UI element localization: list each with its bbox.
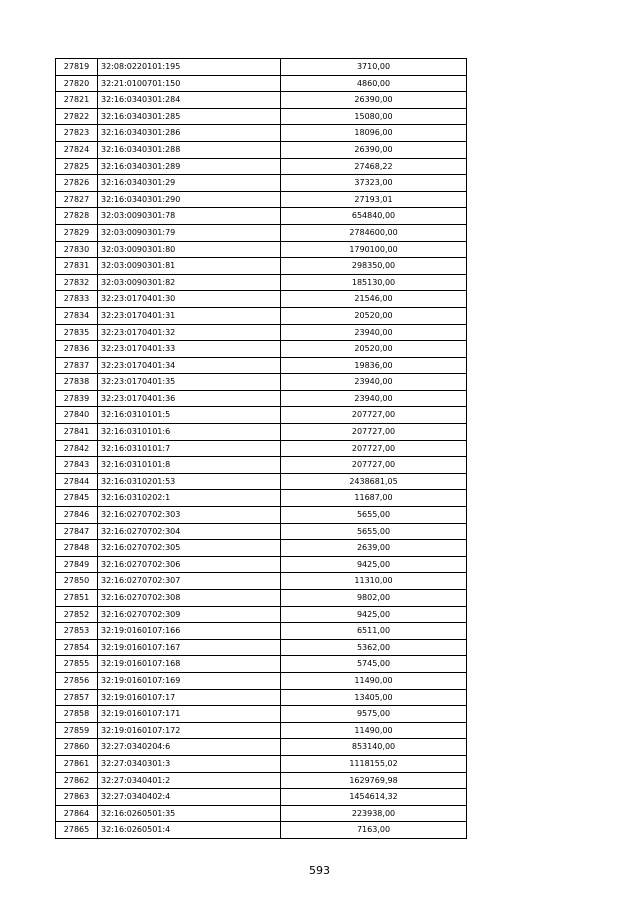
cadastral-number-cell: 32:16:0270702:309 <box>98 606 281 623</box>
value-cell: 11490,00 <box>281 672 467 689</box>
row-number-cell: 27838 <box>56 374 98 391</box>
value-cell: 207727,00 <box>281 407 467 424</box>
cadastral-number-cell: 32:03:0090301:80 <box>98 241 281 258</box>
table-row <box>56 689 467 706</box>
cadastral-number-cell: 32:16:0340301:29 <box>98 175 281 192</box>
table-row <box>56 473 467 490</box>
table-row <box>56 108 467 125</box>
value-cell: 185130,00 <box>281 274 467 291</box>
data-table <box>55 58 467 839</box>
cadastral-number-cell: 32:16:0310202:1 <box>98 490 281 507</box>
table-row <box>56 590 467 607</box>
cadastral-number-cell: 32:16:0340301:285 <box>98 108 281 125</box>
table-row <box>56 722 467 739</box>
row-number-cell: 27850 <box>56 573 98 590</box>
row-number-cell: 27865 <box>56 822 98 839</box>
cadastral-number-cell: 32:16:0310101:5 <box>98 407 281 424</box>
row-number-cell: 27824 <box>56 141 98 158</box>
cadastral-number-cell: 32:19:0160107:172 <box>98 722 281 739</box>
value-cell: 11310,00 <box>281 573 467 590</box>
table-row <box>56 357 467 374</box>
row-number-cell: 27844 <box>56 473 98 490</box>
table-row <box>56 540 467 557</box>
value-cell: 5655,00 <box>281 523 467 540</box>
row-number-cell: 27848 <box>56 540 98 557</box>
cadastral-number-cell: 32:27:0340301:3 <box>98 755 281 772</box>
value-cell: 18096,00 <box>281 125 467 142</box>
value-cell: 1629769,98 <box>281 772 467 789</box>
table-row <box>56 158 467 175</box>
cadastral-number-cell: 32:16:0270702:306 <box>98 556 281 573</box>
row-number-cell: 27851 <box>56 590 98 607</box>
row-number-cell: 27861 <box>56 755 98 772</box>
value-cell: 11490,00 <box>281 722 467 739</box>
table-body <box>56 59 467 839</box>
cadastral-number-cell: 32:08:0220101:195 <box>98 59 281 76</box>
value-cell: 15080,00 <box>281 108 467 125</box>
cadastral-number-cell: 32:27:0340204:6 <box>98 739 281 756</box>
row-number-cell: 27828 <box>56 208 98 225</box>
row-number-cell: 27840 <box>56 407 98 424</box>
row-number-cell: 27829 <box>56 224 98 241</box>
cadastral-number-cell: 32:16:0340301:286 <box>98 125 281 142</box>
table-row <box>56 523 467 540</box>
value-cell: 1454614,32 <box>281 789 467 806</box>
row-number-cell: 27833 <box>56 291 98 308</box>
value-cell: 2438681,05 <box>281 473 467 490</box>
value-cell: 207727,00 <box>281 440 467 457</box>
table-row <box>56 573 467 590</box>
row-number-cell: 27830 <box>56 241 98 258</box>
row-number-cell: 27846 <box>56 507 98 524</box>
value-cell: 20520,00 <box>281 341 467 358</box>
table-row <box>56 125 467 142</box>
table-row <box>56 656 467 673</box>
table-row <box>56 274 467 291</box>
cadastral-number-cell: 32:23:0170401:33 <box>98 341 281 358</box>
row-number-cell: 27842 <box>56 440 98 457</box>
table-row <box>56 639 467 656</box>
value-cell: 27193,01 <box>281 191 467 208</box>
cadastral-number-cell: 32:16:0270702:307 <box>98 573 281 590</box>
value-cell: 23940,00 <box>281 324 467 341</box>
row-number-cell: 27825 <box>56 158 98 175</box>
row-number-cell: 27831 <box>56 258 98 275</box>
cadastral-number-cell: 32:16:0260501:35 <box>98 805 281 822</box>
value-cell: 37323,00 <box>281 175 467 192</box>
table-row <box>56 75 467 92</box>
row-number-cell: 27836 <box>56 341 98 358</box>
value-cell: 23940,00 <box>281 374 467 391</box>
value-cell: 7163,00 <box>281 822 467 839</box>
value-cell: 853140,00 <box>281 739 467 756</box>
table-row <box>56 805 467 822</box>
cadastral-number-cell: 32:23:0170401:36 <box>98 390 281 407</box>
cadastral-number-cell: 32:16:0310101:8 <box>98 457 281 474</box>
table-row <box>56 224 467 241</box>
table-row <box>56 606 467 623</box>
table-row <box>56 457 467 474</box>
table-row <box>56 307 467 324</box>
value-cell: 4860,00 <box>281 75 467 92</box>
value-cell: 11687,00 <box>281 490 467 507</box>
table-row <box>56 208 467 225</box>
table-row <box>56 241 467 258</box>
row-number-cell: 27849 <box>56 556 98 573</box>
row-number-cell: 27859 <box>56 722 98 739</box>
cadastral-number-cell: 32:19:0160107:166 <box>98 623 281 640</box>
value-cell: 2784600,00 <box>281 224 467 241</box>
value-cell: 27468,22 <box>281 158 467 175</box>
row-number-cell: 27834 <box>56 307 98 324</box>
value-cell: 5745,00 <box>281 656 467 673</box>
cadastral-number-cell: 32:16:0310101:6 <box>98 424 281 441</box>
row-number-cell: 27847 <box>56 523 98 540</box>
table-row <box>56 324 467 341</box>
table-row <box>56 706 467 723</box>
cadastral-number-cell: 32:03:0090301:78 <box>98 208 281 225</box>
row-number-cell: 27853 <box>56 623 98 640</box>
cadastral-number-cell: 32:16:0340301:289 <box>98 158 281 175</box>
cadastral-number-cell: 32:27:0340401:2 <box>98 772 281 789</box>
row-number-cell: 27857 <box>56 689 98 706</box>
row-number-cell: 27845 <box>56 490 98 507</box>
value-cell: 3710,00 <box>281 59 467 76</box>
row-number-cell: 27823 <box>56 125 98 142</box>
value-cell: 9425,00 <box>281 556 467 573</box>
value-cell: 207727,00 <box>281 457 467 474</box>
table-row <box>56 191 467 208</box>
value-cell: 23940,00 <box>281 390 467 407</box>
table-row <box>56 490 467 507</box>
value-cell: 21546,00 <box>281 291 467 308</box>
row-number-cell: 27860 <box>56 739 98 756</box>
table-row <box>56 141 467 158</box>
table-row <box>56 822 467 839</box>
table-row <box>56 92 467 109</box>
cadastral-number-cell: 32:03:0090301:81 <box>98 258 281 275</box>
row-number-cell: 27856 <box>56 672 98 689</box>
cadastral-number-cell: 32:27:0340402:4 <box>98 789 281 806</box>
cadastral-number-cell: 32:16:0310101:7 <box>98 440 281 457</box>
table-row <box>56 739 467 756</box>
cadastral-number-cell: 32:16:0270702:305 <box>98 540 281 557</box>
cadastral-number-cell: 32:16:0340301:284 <box>98 92 281 109</box>
table-row <box>56 341 467 358</box>
row-number-cell: 27841 <box>56 424 98 441</box>
cadastral-number-cell: 32:23:0170401:30 <box>98 291 281 308</box>
cadastral-number-cell: 32:19:0160107:168 <box>98 656 281 673</box>
cadastral-number-cell: 32:19:0160107:171 <box>98 706 281 723</box>
value-cell: 298350,00 <box>281 258 467 275</box>
cadastral-number-cell: 32:16:0270702:303 <box>98 507 281 524</box>
row-number-cell: 27843 <box>56 457 98 474</box>
value-cell: 20520,00 <box>281 307 467 324</box>
table-row <box>56 175 467 192</box>
table-row <box>56 390 467 407</box>
table-row <box>56 772 467 789</box>
cadastral-number-cell: 32:23:0170401:35 <box>98 374 281 391</box>
cadastral-number-cell: 32:16:0270702:308 <box>98 590 281 607</box>
table-row <box>56 407 467 424</box>
table-row <box>56 556 467 573</box>
row-number-cell: 27855 <box>56 656 98 673</box>
row-number-cell: 27858 <box>56 706 98 723</box>
cadastral-number-cell: 32:16:0270702:304 <box>98 523 281 540</box>
cadastral-number-cell: 32:16:0260501:4 <box>98 822 281 839</box>
value-cell: 2639,00 <box>281 540 467 557</box>
cadastral-number-cell: 32:19:0160107:169 <box>98 672 281 689</box>
row-number-cell: 27832 <box>56 274 98 291</box>
cadastral-number-cell: 32:03:0090301:79 <box>98 224 281 241</box>
cadastral-number-cell: 32:16:0340301:288 <box>98 141 281 158</box>
table-row <box>56 291 467 308</box>
cadastral-number-cell: 32:03:0090301:82 <box>98 274 281 291</box>
value-cell: 26390,00 <box>281 92 467 109</box>
value-cell: 9802,00 <box>281 590 467 607</box>
value-cell: 5655,00 <box>281 507 467 524</box>
table-row <box>56 424 467 441</box>
cadastral-number-cell: 32:16:0340301:290 <box>98 191 281 208</box>
cadastral-number-cell: 32:21:0100701:150 <box>98 75 281 92</box>
row-number-cell: 27819 <box>56 59 98 76</box>
value-cell: 6511,00 <box>281 623 467 640</box>
row-number-cell: 27827 <box>56 191 98 208</box>
row-number-cell: 27839 <box>56 390 98 407</box>
row-number-cell: 27835 <box>56 324 98 341</box>
row-number-cell: 27864 <box>56 805 98 822</box>
cadastral-number-cell: 32:16:0310201:53 <box>98 473 281 490</box>
row-number-cell: 27826 <box>56 175 98 192</box>
page-number: 593 <box>309 864 330 877</box>
value-cell: 1118155,02 <box>281 755 467 772</box>
row-number-cell: 27821 <box>56 92 98 109</box>
row-number-cell: 27822 <box>56 108 98 125</box>
table-row <box>56 440 467 457</box>
cadastral-number-cell: 32:23:0170401:32 <box>98 324 281 341</box>
table-row <box>56 507 467 524</box>
row-number-cell: 27854 <box>56 639 98 656</box>
value-cell: 19836,00 <box>281 357 467 374</box>
table-row <box>56 374 467 391</box>
value-cell: 5362,00 <box>281 639 467 656</box>
table-row <box>56 755 467 772</box>
row-number-cell: 27852 <box>56 606 98 623</box>
table-row <box>56 789 467 806</box>
table-row <box>56 59 467 76</box>
row-number-cell: 27862 <box>56 772 98 789</box>
value-cell: 13405,00 <box>281 689 467 706</box>
cadastral-number-cell: 32:23:0170401:31 <box>98 307 281 324</box>
cadastral-number-cell: 32:23:0170401:34 <box>98 357 281 374</box>
value-cell: 654840,00 <box>281 208 467 225</box>
value-cell: 26390,00 <box>281 141 467 158</box>
row-number-cell: 27820 <box>56 75 98 92</box>
row-number-cell: 27863 <box>56 789 98 806</box>
value-cell: 223938,00 <box>281 805 467 822</box>
table-row <box>56 672 467 689</box>
row-number-cell: 27837 <box>56 357 98 374</box>
cadastral-number-cell: 32:19:0160107:17 <box>98 689 281 706</box>
value-cell: 1790100,00 <box>281 241 467 258</box>
value-cell: 9575,00 <box>281 706 467 723</box>
value-cell: 9425,00 <box>281 606 467 623</box>
cadastral-number-cell: 32:19:0160107:167 <box>98 639 281 656</box>
table-row <box>56 258 467 275</box>
value-cell: 207727,00 <box>281 424 467 441</box>
table-row <box>56 623 467 640</box>
